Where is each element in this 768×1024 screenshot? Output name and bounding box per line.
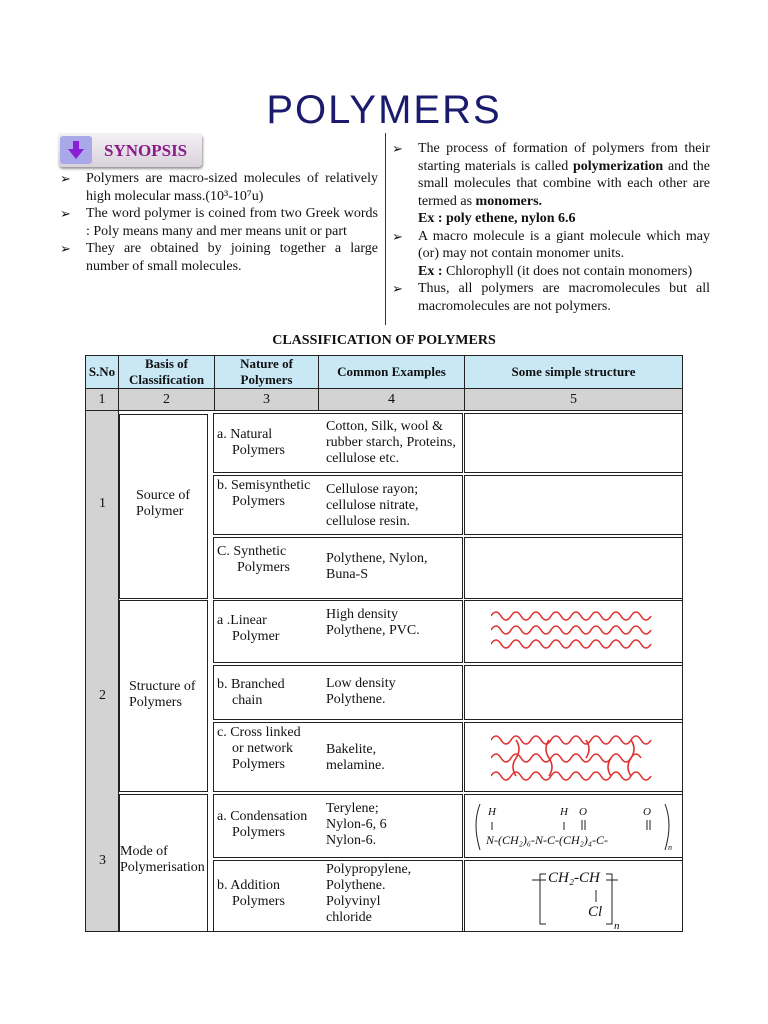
formula-atom: Cl: [588, 904, 603, 920]
header-sno: S.No: [86, 356, 119, 389]
examples-cell: High density Polythene, PVC.: [326, 607, 420, 638]
formula-atom: O: [579, 806, 587, 818]
column-divider: [385, 133, 386, 325]
examples-cell: Polythene, Nylon, Buna-S: [326, 551, 428, 582]
examples-cell: Polypropylene, Polythene. Polyvinyl chloride: [326, 862, 412, 925]
bullet-text: [418, 228, 710, 281]
example-1: Ex : poly ethene, nylon 6.6: [418, 211, 576, 226]
group-basis: Source of Polymer: [136, 488, 191, 519]
text-run: A macro molecule is a giant molecule which may (or) may not contain monomer units.: [418, 228, 710, 261]
formula-chain: N-(CH₂)₆-N-C-(CH₂)₄-C-: [486, 833, 609, 847]
classification-table: [85, 355, 683, 932]
list-item: [392, 140, 710, 228]
bullet-text: They are obtained by joining together a large number of small molecules.: [86, 241, 378, 274]
cross-link: [513, 740, 519, 776]
nature-cell: b. Branched chain: [217, 677, 285, 708]
examples-cell: Bakelite, melamine.: [326, 742, 385, 773]
synopsis-label: SYNOPSIS: [104, 141, 188, 160]
bullet-text: The word polymer is coined from two Greek words : Poly means many and mer means unit or part: [86, 206, 378, 239]
example-2: Chlorophyll (it does not contain monomers): [442, 263, 693, 279]
list-item: [60, 240, 378, 275]
examples-cell: Terylene; Nylon-6, 6 Nylon-6.: [326, 801, 387, 848]
term-polymerization: polymerization: [573, 158, 664, 174]
bullet-text: Polymers are macro-sized molecules of relatively high molecular mass.(10³-10⁷u): [86, 171, 378, 204]
list-item: [60, 205, 378, 240]
nature-cell: a. Condensation Polymers: [217, 809, 308, 840]
linear-chain: [491, 612, 651, 620]
structure-cell: [464, 665, 682, 720]
group-basis: Structure of Polymers: [129, 679, 196, 710]
structure-cell: [464, 537, 682, 599]
pvc-formula: [526, 864, 646, 930]
col-number: 5: [465, 389, 682, 411]
table-title: CLASSIFICATION OF POLYMERS: [272, 333, 496, 348]
bullet-arrow-icon: ➢: [60, 206, 71, 221]
structure-cell: [464, 475, 682, 535]
nature-cell: C. Synthetic Polymers: [217, 544, 290, 575]
examples-cell: Low density Polythene.: [326, 676, 396, 707]
header-basis: Basis of Classification: [119, 356, 215, 389]
network-chain: [491, 736, 651, 744]
group-sno: 1: [99, 496, 106, 511]
bullet-arrow-icon: ➢: [60, 241, 71, 256]
term-monomers: monomers.: [475, 193, 543, 209]
right-column: [392, 140, 710, 315]
bullet-arrow-icon: ➢: [60, 171, 71, 186]
linear-polymer-diagram: [491, 606, 661, 651]
list-item: [392, 228, 710, 281]
linear-chain: [491, 640, 651, 648]
nature-cell: b. Addition Polymers: [217, 878, 285, 909]
group-basis: Mode of Polymerisation: [120, 844, 205, 875]
list-item: [392, 280, 710, 315]
linear-chain: [491, 626, 651, 634]
nylon-formula: [470, 796, 680, 856]
cross-link: [628, 740, 634, 776]
cross-linked-polymer-diagram: [491, 728, 661, 788]
structure-cell: [464, 413, 682, 473]
header-nature: Nature of Polymers: [215, 356, 319, 389]
page-title: POLYMERS: [266, 88, 502, 132]
col-number: 4: [319, 389, 465, 411]
text-run: and the small molecules that combine with each other are termed as: [418, 158, 710, 209]
text-run: The process of formation of polymers from their starting materials is called: [418, 141, 710, 174]
down-arrow-icon: [68, 141, 84, 159]
formula-chain: CH₂-CH: [548, 870, 600, 886]
header-structure: Some simple structure: [465, 356, 682, 389]
bullet-arrow-icon: ➢: [392, 141, 403, 156]
nature-cell: a .Linear Polymer: [217, 613, 280, 644]
bullet-text: Thus, all polymers are macromolecules but all macromolecules are not polymers.: [418, 281, 710, 314]
formula-subscript: n: [668, 843, 672, 852]
header-examples: Common Examples: [319, 356, 465, 389]
network-chain: [491, 754, 641, 762]
examples-cell: Cellulose rayon; cellulose nitrate, cellulose resin.: [326, 482, 419, 529]
formula-atom: H: [488, 806, 496, 818]
nature-cell: b. Semisynthetic Polymers: [217, 478, 311, 509]
example-label: Ex :: [418, 263, 443, 279]
left-bracket: [540, 874, 546, 924]
formula-atom: O: [643, 806, 651, 818]
left-column: [60, 170, 378, 275]
col-number: 2: [119, 389, 215, 411]
group-sno: 2: [99, 688, 106, 703]
examples-cell: Cotton, Silk, wool & rubber starch, Proteins, cellulose etc.: [326, 419, 456, 466]
formula-subscript: n: [614, 920, 620, 932]
group-sno: 3: [99, 853, 106, 868]
nature-cell: c. Cross linked or network Polymers: [217, 725, 301, 772]
left-paren: [476, 804, 480, 850]
list-item: [60, 170, 378, 205]
bullet-arrow-icon: ➢: [392, 281, 403, 296]
bullet-text: [418, 140, 710, 228]
col-number: 3: [215, 389, 319, 411]
bullet-arrow-icon: ➢: [392, 228, 403, 244]
nature-cell: a. Natural Polymers: [217, 427, 285, 458]
col-number: 1: [86, 389, 119, 411]
formula-atom: H: [560, 806, 568, 818]
right-bracket: [606, 874, 612, 924]
